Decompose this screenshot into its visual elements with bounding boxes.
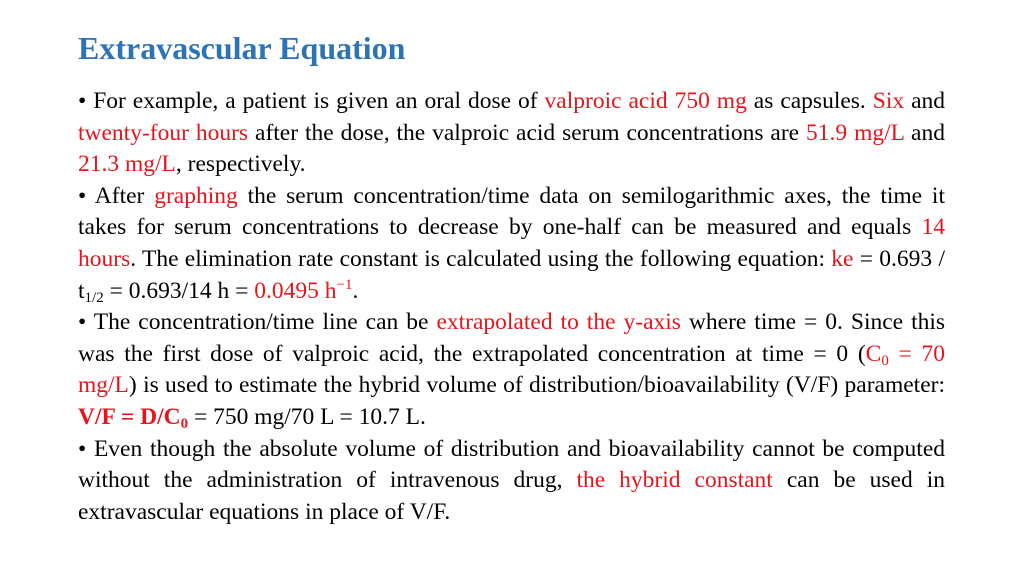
subscript-zero: 0 <box>881 352 889 369</box>
text: = 0.693/14 h = <box>103 277 255 304</box>
highlight-rate-constant <box>254 278 352 304</box>
text: C <box>865 340 882 367</box>
bullet: • <box>78 435 87 462</box>
highlight-drug-dose: valproic acid 750 mg <box>544 88 747 114</box>
text: ) is used to estimate the hybrid volume of distribution/bioavailability (V/F) parameter: <box>128 372 945 399</box>
text: For example, a patient is given an oral dose of <box>93 88 545 114</box>
highlight-half-life: 14 hours <box>78 214 945 272</box>
text: 0.0495 h <box>254 277 337 304</box>
text: . The elimination rate constant is calculated using the following equation: <box>130 245 832 272</box>
text: and <box>904 88 946 114</box>
paragraph-hybrid-constant <box>78 434 945 529</box>
bullet: • <box>78 182 87 209</box>
highlight-concentration-1: 51.9 mg/L <box>806 119 905 146</box>
text: where time = 0. Since this was the first dose of valproic acid, the extrapolated concentration at time = 0 ( <box>78 309 946 367</box>
text: . <box>352 277 359 304</box>
bullet: • <box>78 309 87 336</box>
slide-body <box>78 86 945 528</box>
highlight-graphing: graphing <box>154 182 238 209</box>
subscript-zero: 0 <box>180 415 189 432</box>
text: = 0.693 / t <box>78 245 945 304</box>
superscript-minus-one: −1 <box>336 276 353 293</box>
highlight-hybrid-constant: the hybrid constant <box>576 467 773 494</box>
paragraph-graphing <box>78 181 945 307</box>
text: After <box>94 182 155 209</box>
text: , respectively. <box>175 151 306 178</box>
bullet: • <box>78 88 87 114</box>
slide-title: Extravascular Equation <box>78 30 406 66</box>
text: = 70 mg/L <box>78 340 945 399</box>
text: can be used in extravascular equations in place of V/F. <box>78 467 945 525</box>
highlight-twenty-four-hours: twenty-four hours <box>78 119 249 146</box>
text: as capsules. <box>746 88 873 114</box>
highlight-concentration-2: 21.3 mg/L <box>78 151 176 178</box>
highlight-vf-formula <box>78 404 188 430</box>
text: = 750 mg/70 L = 10.7 L. <box>188 403 426 430</box>
text: and <box>904 119 945 146</box>
text: after the dose, the valproic acid serum concentrations are <box>248 119 807 146</box>
subscript-half: 1/2 <box>84 289 104 306</box>
highlight-ke: ke <box>831 245 854 272</box>
paragraph-example <box>78 86 945 181</box>
text: Even though the absolute volume of distribution and bioavailability cannot be computed without the administration of intravenous drug, <box>78 435 945 494</box>
text: V/F = D/C <box>78 403 181 430</box>
paragraph-extrapolation <box>78 307 945 433</box>
text: The concentration/time line can be <box>93 309 437 336</box>
highlight-extrapolated: extrapolated to the y-axis <box>436 309 681 336</box>
text: the serum concentration/time data on semilogarithmic axes, the time it takes for serum concentrations to decrease by one-half can be measured and equals <box>78 182 945 241</box>
highlight-six: Six <box>872 88 905 114</box>
